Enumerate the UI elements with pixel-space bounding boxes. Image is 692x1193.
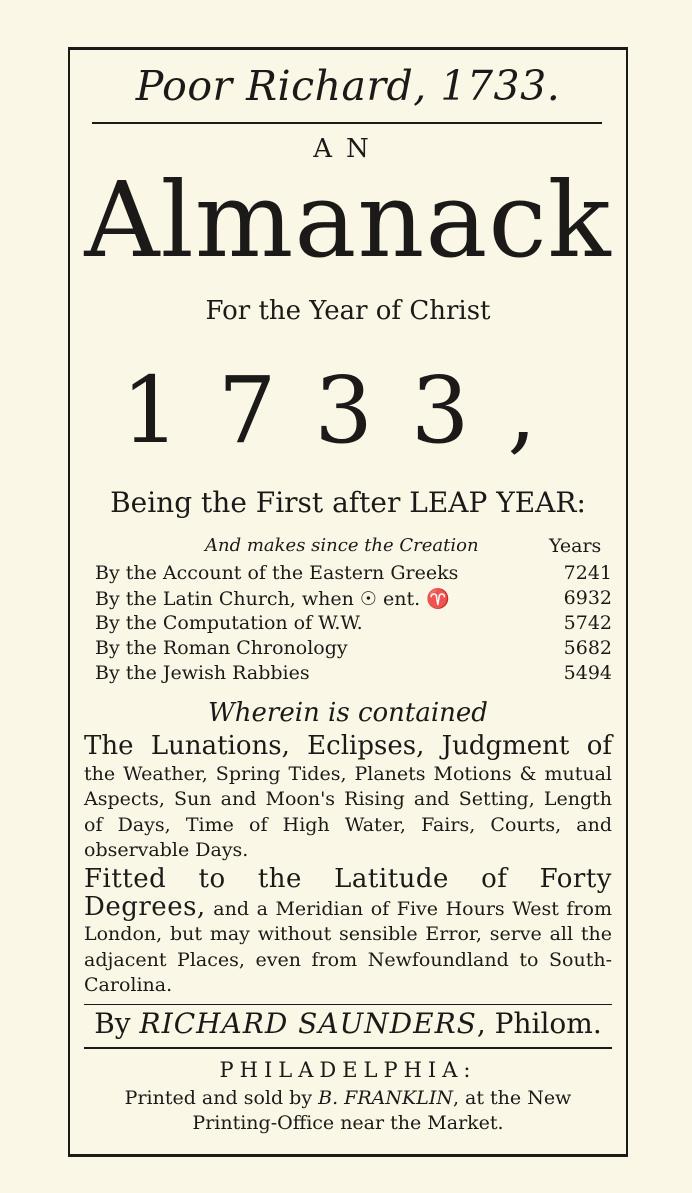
table-row-label: By the Latin Church, when ☉ ent. ♈ xyxy=(95,588,450,610)
table-row-years: 5682 xyxy=(563,637,612,659)
lunations-paragraph xyxy=(84,731,612,864)
lunations-lead: The Lunations, Eclipses, Judgment of xyxy=(84,731,612,761)
author-line xyxy=(68,1007,628,1040)
imprint-printed-by: Printed and sold by xyxy=(124,1087,313,1109)
poor-richard-heading: Poor Richard, 1733. xyxy=(135,62,561,110)
rule-below-author xyxy=(84,1047,612,1049)
creation-table-header: And makes since the Creation xyxy=(205,535,479,556)
author-by: By xyxy=(94,1007,131,1040)
for-the-year-line: For the Year of Christ xyxy=(205,296,491,326)
table-row-label: By the Computation of W.W. xyxy=(95,612,363,634)
rule-under-heading xyxy=(92,122,602,124)
author-name: RICHARD SAUNDERS xyxy=(139,1007,477,1040)
table-row-label: By the Roman Chronology xyxy=(95,637,348,659)
an-label: AN xyxy=(313,134,383,164)
lunations-text: the Weather, Spring Tides, Planets Motions & mutual Aspects, Sun and Moon's Rising and Setting, Length of Days, Time of High Water, Fairs, Courts, and observable Days. xyxy=(84,762,612,861)
year-number: 1733, xyxy=(121,357,575,464)
rule-above-author xyxy=(84,1004,612,1005)
imprint-line xyxy=(68,1086,628,1111)
almanack-title: Almanack xyxy=(84,159,612,281)
table-row-years: 5742 xyxy=(563,612,612,634)
table-row-years: 5494 xyxy=(563,662,612,684)
table-row-years: 6932 xyxy=(563,587,612,609)
latitude-paragraph xyxy=(84,864,612,999)
table-row-label: By the Jewish Rabbies xyxy=(95,662,310,684)
imprint-printer-name: B. FRANKLIN xyxy=(318,1087,453,1109)
leap-year-line: Being the First after LEAP YEAR: xyxy=(110,486,586,519)
latitude-lead: Fitted to the Latitude of Forty Degrees, xyxy=(84,864,612,922)
table-row-label: By the Account of the Eastern Greeks xyxy=(95,562,459,584)
author-suffix: , Philom. xyxy=(476,1007,602,1040)
imprint-location: , at the New xyxy=(452,1087,572,1109)
years-column-header: Years xyxy=(549,535,602,557)
imprint-office-line: Printing-Office near the Market. xyxy=(192,1112,504,1134)
table-row-years: 7241 xyxy=(563,562,612,584)
wherein-heading: Wherein is contained xyxy=(208,698,488,728)
latitude-text: and a Meridian of Five Hours West from London, but may without sensible Error, serve all the adjacent Places, even from Newfoundland to South-Carolina. xyxy=(84,897,612,996)
imprint-city: PHILADELPHIA: xyxy=(219,1058,477,1082)
